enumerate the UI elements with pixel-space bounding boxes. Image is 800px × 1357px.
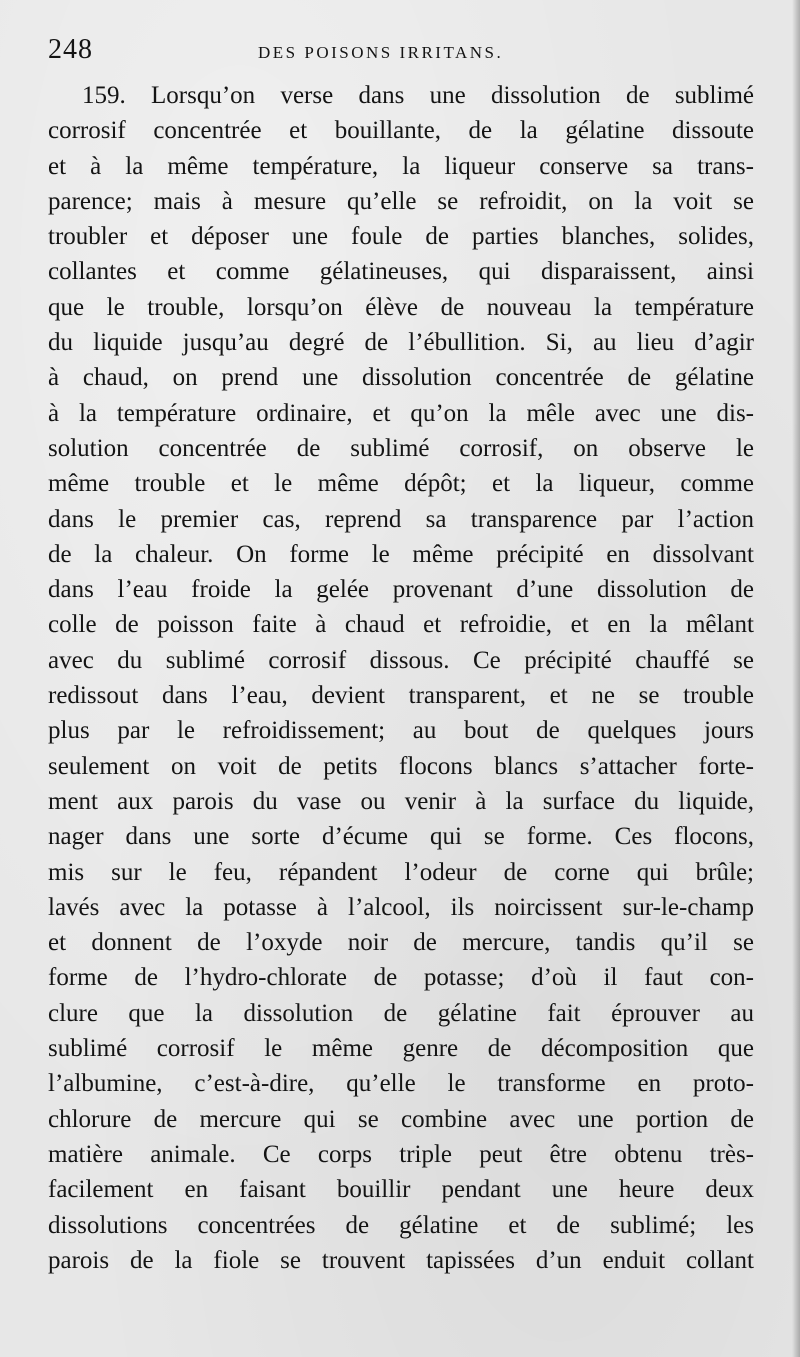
text-line: que le trouble, lorsqu’on élève de nouveau la température	[48, 293, 754, 321]
text-line: solution concentrée de sublimé corrosif, on observe le	[48, 434, 754, 462]
text-line: facilement en faisant bouillir pendant une heure deux	[48, 1176, 754, 1204]
text-line: corrosif concentrée et bouillante, de la gélatine dissoute	[48, 117, 754, 145]
text-line: collantes et comme gélatineuses, qui disparaissent, ainsi	[48, 258, 754, 286]
text-line: dissolutions concentrées de gélatine et de sublimé; les	[48, 1211, 754, 1239]
text-line: à chaud, on prend une dissolution concentrée de gélatine	[48, 364, 754, 392]
text-line: dans l’eau froide la gelée provenant d’une dissolution de	[48, 576, 754, 604]
text-line: clure que la dissolution de gélatine fait éprouver au	[48, 999, 754, 1027]
page-edge-shadow	[792, 0, 800, 1357]
text-line: même trouble et le même dépôt; et la liqueur, comme	[48, 470, 754, 498]
text-line: à la température ordinaire, et qu’on la mêle avec une dis-	[48, 399, 754, 427]
text-line: parence; mais à mesure qu’elle se refroidit, on la voit se	[48, 187, 754, 215]
text-line: dans le premier cas, reprend sa transparence par l’action	[48, 505, 754, 533]
text-line: troubler et déposer une foule de parties blanches, solides,	[48, 223, 754, 251]
page-number: 248	[48, 34, 93, 65]
text-line: chlorure de mercure qui se combine avec une portion de	[48, 1105, 754, 1133]
text-line: seulement on voit de petits flocons blancs s’attacher forte-	[48, 752, 754, 780]
text-line: matière animale. Ce corps triple peut être obtenu très-	[48, 1140, 754, 1168]
text-line: mis sur le feu, répandent l’odeur de corne qui brûle;	[48, 858, 754, 886]
text-line: l’albumine, c’est-à-dire, qu’elle le transforme en proto-	[48, 1070, 754, 1098]
running-title: DES POISONS IRRITANS.	[258, 43, 504, 62]
text-line: nager dans une sorte d’écume qui se forme. Ces flocons,	[48, 823, 754, 851]
text-line: 159. Lorsqu’on verse dans une dissolution de sublimé	[82, 82, 754, 109]
text-line: colle de poisson faite à chaud et refroidie, et en la mêlant	[48, 611, 754, 639]
text-line: du liquide jusqu’au degré de l’ébullition. Si, au lieu d’agir	[48, 329, 754, 357]
text-line: ment aux parois du vase ou venir à la surface du liquide,	[48, 787, 754, 815]
page-header	[48, 34, 758, 74]
text-line: redissout dans l’eau, devient transparent, et ne se trouble	[48, 682, 754, 710]
text-line: de la chaleur. On forme le même précipité en dissolvant	[48, 540, 754, 568]
text-line: parois de la fiole se trouvent tapissées d’un enduit collant	[48, 1246, 754, 1274]
text-line: sublimé corrosif le même genre de décomposition que	[48, 1035, 754, 1063]
text-line: lavés avec la potasse à l’alcool, ils noircissent sur-le-champ	[48, 893, 754, 921]
text-line: et donnent de l’oxyde noir de mercure, tandis qu’il se	[48, 929, 754, 957]
text-line: avec du sublimé corrosif dissous. Ce précipité chauffé se	[48, 646, 754, 674]
text-line: et à la même température, la liqueur conserve sa trans-	[48, 152, 754, 180]
text-line: forme de l’hydro-chlorate de potasse; d’où il faut con-	[48, 964, 754, 992]
text-line: plus par le refroidissement; au bout de quelques jours	[48, 717, 754, 745]
body-paragraph	[48, 78, 754, 1278]
